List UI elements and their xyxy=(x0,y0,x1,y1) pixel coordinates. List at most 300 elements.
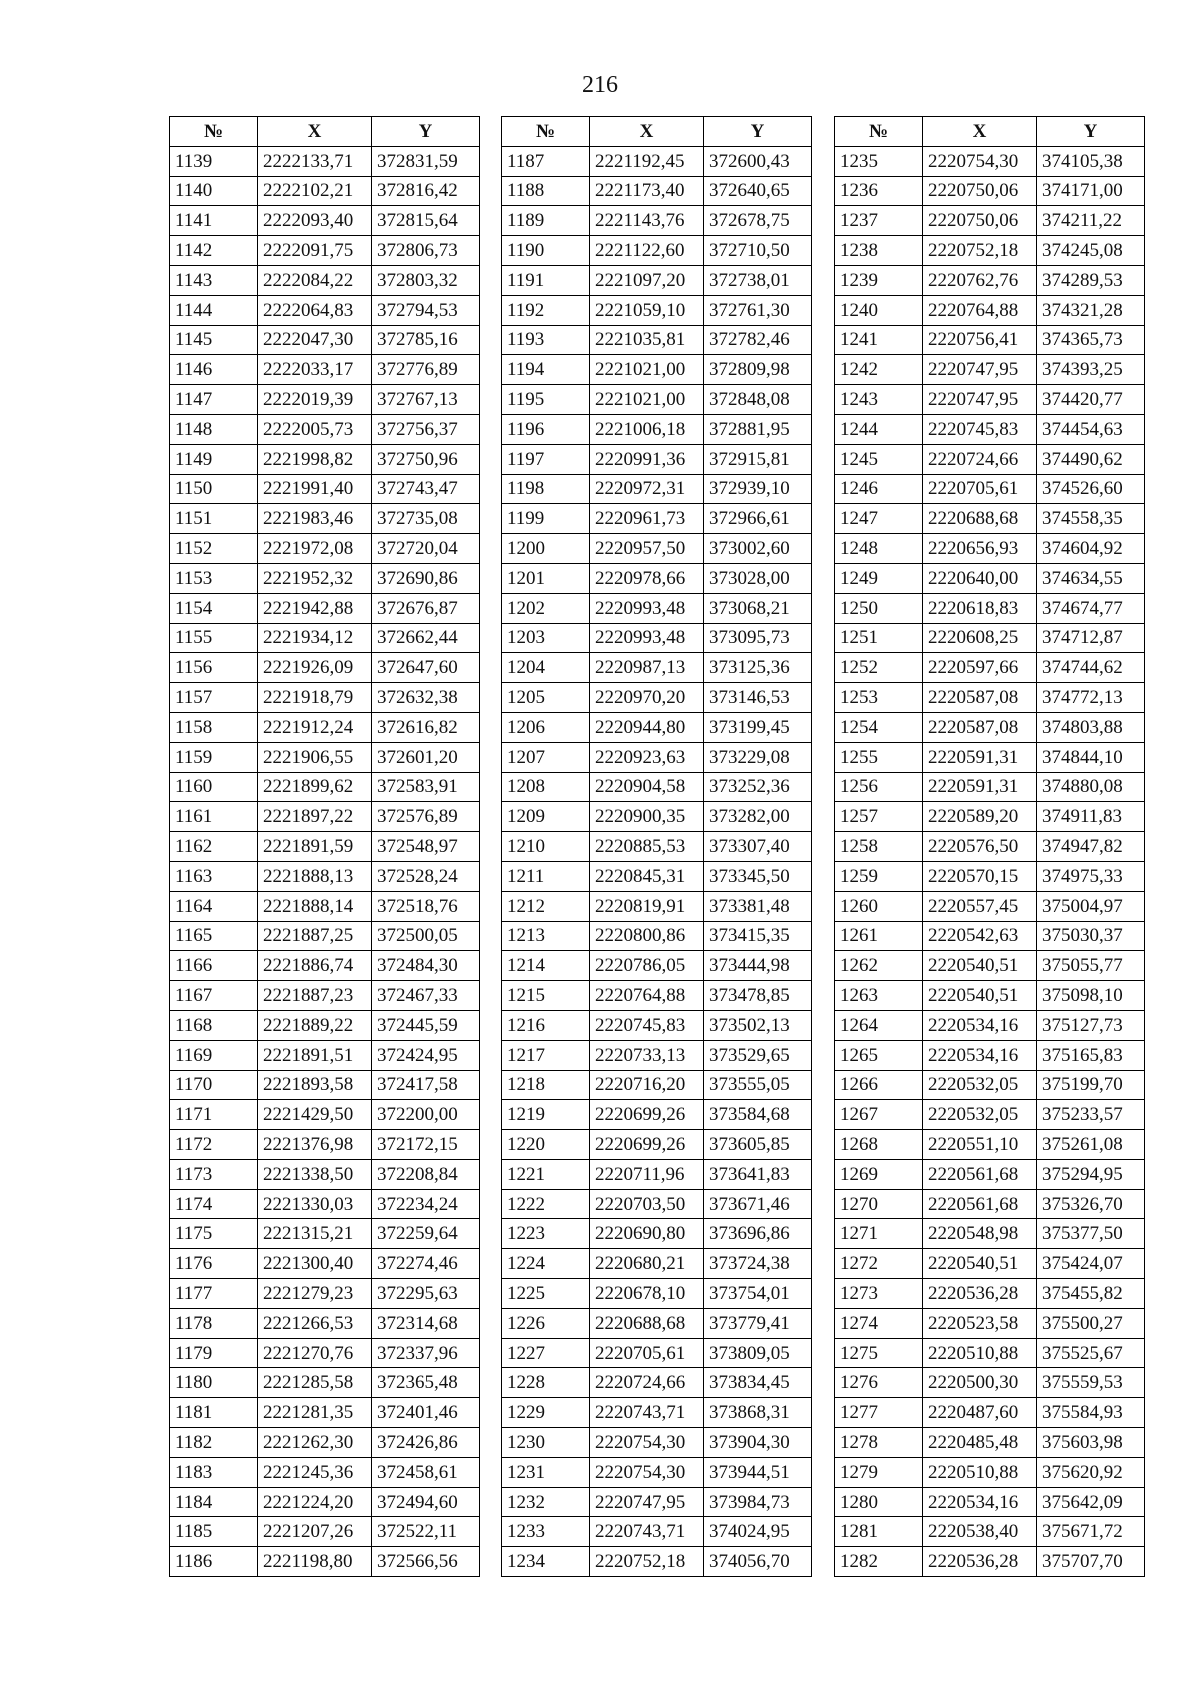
x-coordinate-cell: 2222005,73 xyxy=(258,414,372,444)
point-number-cell: 1237 xyxy=(835,206,923,236)
point-number-cell: 1220 xyxy=(502,1130,590,1160)
x-coordinate-cell: 2221887,25 xyxy=(258,921,372,951)
table-row xyxy=(170,206,480,236)
point-number-cell: 1141 xyxy=(170,206,258,236)
x-coordinate-cell: 2221983,46 xyxy=(258,504,372,534)
table-row xyxy=(835,236,1145,266)
point-number-cell: 1254 xyxy=(835,712,923,742)
point-number-cell: 1206 xyxy=(502,712,590,742)
x-coordinate-cell: 2220540,51 xyxy=(923,951,1037,981)
table-row xyxy=(502,1219,812,1249)
point-number-cell: 1257 xyxy=(835,802,923,832)
y-coordinate-cell: 373002,60 xyxy=(704,534,812,564)
x-coordinate-cell: 2220750,06 xyxy=(923,176,1037,206)
y-coordinate-cell: 372806,73 xyxy=(372,236,480,266)
point-number-cell: 1241 xyxy=(835,325,923,355)
table-row xyxy=(502,1070,812,1100)
point-number-cell: 1176 xyxy=(170,1249,258,1279)
point-number-cell: 1282 xyxy=(835,1547,923,1577)
y-coordinate-cell: 373095,73 xyxy=(704,623,812,653)
x-coordinate-cell: 2220510,88 xyxy=(923,1338,1037,1368)
table-row xyxy=(502,1040,812,1070)
y-coordinate-cell: 374490,62 xyxy=(1037,444,1145,474)
table-row xyxy=(502,563,812,593)
point-number-cell: 1194 xyxy=(502,355,590,385)
table-row xyxy=(170,1368,480,1398)
x-coordinate-cell: 2220561,68 xyxy=(923,1189,1037,1219)
y-coordinate-cell: 373282,00 xyxy=(704,802,812,832)
x-coordinate-cell: 2220900,35 xyxy=(590,802,704,832)
y-coordinate-cell: 375559,53 xyxy=(1037,1368,1145,1398)
table-row xyxy=(502,1189,812,1219)
x-coordinate-cell: 2220743,71 xyxy=(590,1398,704,1428)
point-number-cell: 1171 xyxy=(170,1100,258,1130)
point-number-cell: 1164 xyxy=(170,891,258,921)
point-number-cell: 1258 xyxy=(835,832,923,862)
y-coordinate-cell: 372848,08 xyxy=(704,385,812,415)
table-row xyxy=(835,593,1145,623)
table-row xyxy=(170,802,480,832)
point-number-cell: 1142 xyxy=(170,236,258,266)
y-coordinate-cell: 373345,50 xyxy=(704,861,812,891)
x-coordinate-cell: 2222047,30 xyxy=(258,325,372,355)
y-coordinate-cell: 373415,35 xyxy=(704,921,812,951)
x-coordinate-cell: 2220747,95 xyxy=(923,355,1037,385)
x-coordinate-cell: 2220540,51 xyxy=(923,981,1037,1011)
x-coordinate-cell: 2222091,75 xyxy=(258,236,372,266)
x-coordinate-cell: 2220487,60 xyxy=(923,1398,1037,1428)
table-row xyxy=(835,1308,1145,1338)
point-number-cell: 1147 xyxy=(170,385,258,415)
y-coordinate-cell: 372445,59 xyxy=(372,1010,480,1040)
table-row xyxy=(835,802,1145,832)
point-number-cell: 1183 xyxy=(170,1457,258,1487)
point-number-cell: 1216 xyxy=(502,1010,590,1040)
point-number-cell: 1263 xyxy=(835,981,923,1011)
y-coordinate-cell: 373904,30 xyxy=(704,1428,812,1458)
x-coordinate-cell: 2220786,05 xyxy=(590,951,704,981)
x-coordinate-cell: 2221059,10 xyxy=(590,295,704,325)
y-coordinate-cell: 375004,97 xyxy=(1037,891,1145,921)
x-coordinate-cell: 2220764,88 xyxy=(590,981,704,1011)
table-row xyxy=(835,742,1145,772)
x-coordinate-cell: 2220532,05 xyxy=(923,1100,1037,1130)
point-number-cell: 1281 xyxy=(835,1517,923,1547)
y-coordinate-cell: 374772,13 xyxy=(1037,683,1145,713)
table-row xyxy=(502,474,812,504)
y-coordinate-cell: 372417,58 xyxy=(372,1070,480,1100)
x-coordinate-cell: 2220745,83 xyxy=(923,414,1037,444)
point-number-cell: 1167 xyxy=(170,981,258,1011)
x-coordinate-cell: 2222102,21 xyxy=(258,176,372,206)
point-number-cell: 1189 xyxy=(502,206,590,236)
point-number-cell: 1179 xyxy=(170,1338,258,1368)
y-coordinate-cell: 373671,46 xyxy=(704,1189,812,1219)
table-row xyxy=(502,891,812,921)
x-coordinate-cell: 2220747,95 xyxy=(923,385,1037,415)
x-coordinate-cell: 2220845,31 xyxy=(590,861,704,891)
y-coordinate-cell: 373984,73 xyxy=(704,1487,812,1517)
y-coordinate-cell: 372458,61 xyxy=(372,1457,480,1487)
x-coordinate-cell: 2221300,40 xyxy=(258,1249,372,1279)
table-row xyxy=(835,176,1145,206)
x-coordinate-cell: 2220724,66 xyxy=(923,444,1037,474)
point-number-cell: 1234 xyxy=(502,1547,590,1577)
x-coordinate-cell: 2222033,17 xyxy=(258,355,372,385)
table-row xyxy=(835,1040,1145,1070)
table-row xyxy=(170,563,480,593)
point-number-cell: 1163 xyxy=(170,861,258,891)
y-coordinate-cell: 372632,38 xyxy=(372,683,480,713)
x-coordinate-cell: 2221891,59 xyxy=(258,832,372,862)
y-coordinate-cell: 372782,46 xyxy=(704,325,812,355)
x-coordinate-cell: 2220923,63 xyxy=(590,742,704,772)
point-number-cell: 1177 xyxy=(170,1279,258,1309)
table-row xyxy=(170,504,480,534)
point-number-cell: 1270 xyxy=(835,1189,923,1219)
y-coordinate-cell: 372756,37 xyxy=(372,414,480,444)
y-coordinate-cell: 372518,76 xyxy=(372,891,480,921)
point-number-cell: 1277 xyxy=(835,1398,923,1428)
point-number-cell: 1208 xyxy=(502,772,590,802)
point-number-cell: 1232 xyxy=(502,1487,590,1517)
table-row xyxy=(170,1517,480,1547)
y-coordinate-cell: 375377,50 xyxy=(1037,1219,1145,1249)
y-coordinate-cell: 373502,13 xyxy=(704,1010,812,1040)
table-row xyxy=(835,146,1145,176)
y-coordinate-cell: 372785,16 xyxy=(372,325,480,355)
point-number-cell: 1265 xyxy=(835,1040,923,1070)
point-number-cell: 1158 xyxy=(170,712,258,742)
table-row xyxy=(835,1130,1145,1160)
table-row xyxy=(835,712,1145,742)
x-coordinate-cell: 2221270,76 xyxy=(258,1338,372,1368)
point-number-cell: 1203 xyxy=(502,623,590,653)
table-row xyxy=(502,355,812,385)
table-row xyxy=(502,1517,812,1547)
table-row xyxy=(170,1130,480,1160)
table-row xyxy=(170,474,480,504)
table-row xyxy=(835,1159,1145,1189)
y-coordinate-cell: 375030,37 xyxy=(1037,921,1145,951)
table-row xyxy=(835,1457,1145,1487)
table-row xyxy=(502,623,812,653)
point-number-cell: 1250 xyxy=(835,593,923,623)
y-coordinate-cell: 374321,28 xyxy=(1037,295,1145,325)
x-coordinate-cell: 2220576,50 xyxy=(923,832,1037,862)
point-number-cell: 1240 xyxy=(835,295,923,325)
x-coordinate-cell: 2220800,86 xyxy=(590,921,704,951)
point-number-cell: 1235 xyxy=(835,146,923,176)
x-coordinate-cell: 2221897,22 xyxy=(258,802,372,832)
point-number-cell: 1273 xyxy=(835,1279,923,1309)
point-number-cell: 1140 xyxy=(170,176,258,206)
table-row xyxy=(502,861,812,891)
y-coordinate-cell: 372274,46 xyxy=(372,1249,480,1279)
x-coordinate-cell: 2221262,30 xyxy=(258,1428,372,1458)
table-row xyxy=(835,1368,1145,1398)
point-number-cell: 1244 xyxy=(835,414,923,444)
point-number-cell: 1159 xyxy=(170,742,258,772)
x-coordinate-cell: 2221998,82 xyxy=(258,444,372,474)
y-coordinate-cell: 373779,41 xyxy=(704,1308,812,1338)
y-coordinate-cell: 372640,65 xyxy=(704,176,812,206)
x-coordinate-cell: 2221245,36 xyxy=(258,1457,372,1487)
point-number-cell: 1227 xyxy=(502,1338,590,1368)
y-coordinate-cell: 372776,89 xyxy=(372,355,480,385)
table-row xyxy=(835,444,1145,474)
x-coordinate-cell: 2220993,48 xyxy=(590,623,704,653)
point-number-cell: 1210 xyxy=(502,832,590,862)
y-coordinate-cell: 373252,36 xyxy=(704,772,812,802)
x-coordinate-cell: 2220724,66 xyxy=(590,1368,704,1398)
x-coordinate-cell: 2222019,39 xyxy=(258,385,372,415)
x-coordinate-cell: 2220885,53 xyxy=(590,832,704,862)
y-coordinate-cell: 372750,96 xyxy=(372,444,480,474)
y-coordinate-cell: 372794,53 xyxy=(372,295,480,325)
y-coordinate-cell: 372234,24 xyxy=(372,1189,480,1219)
point-number-cell: 1188 xyxy=(502,176,590,206)
table-row xyxy=(170,385,480,415)
point-number-cell: 1191 xyxy=(502,265,590,295)
table-row xyxy=(502,1159,812,1189)
table-row xyxy=(170,1249,480,1279)
point-number-cell: 1253 xyxy=(835,683,923,713)
table-row xyxy=(835,1010,1145,1040)
table-row xyxy=(835,355,1145,385)
x-coordinate-cell: 2220961,73 xyxy=(590,504,704,534)
y-coordinate-cell: 373478,85 xyxy=(704,981,812,1011)
y-coordinate-cell: 372816,42 xyxy=(372,176,480,206)
table-row xyxy=(835,921,1145,951)
x-coordinate-cell: 2221224,20 xyxy=(258,1487,372,1517)
coordinates-table-2 xyxy=(501,116,812,1577)
table-row xyxy=(835,1279,1145,1309)
table-header-row xyxy=(170,117,480,147)
y-coordinate-cell: 372426,86 xyxy=(372,1428,480,1458)
point-number-cell: 1225 xyxy=(502,1279,590,1309)
x-coordinate-cell: 2222064,83 xyxy=(258,295,372,325)
y-coordinate-cell: 375127,73 xyxy=(1037,1010,1145,1040)
x-coordinate-cell: 2220745,83 xyxy=(590,1010,704,1040)
y-coordinate-cell: 375055,77 xyxy=(1037,951,1145,981)
x-coordinate-cell: 2220485,48 xyxy=(923,1428,1037,1458)
table-row xyxy=(835,414,1145,444)
y-coordinate-cell: 374604,92 xyxy=(1037,534,1145,564)
x-coordinate-cell: 2220523,58 xyxy=(923,1308,1037,1338)
y-coordinate-cell: 372647,60 xyxy=(372,653,480,683)
y-coordinate-cell: 375326,70 xyxy=(1037,1189,1145,1219)
table-row xyxy=(502,534,812,564)
y-coordinate-cell: 372601,20 xyxy=(372,742,480,772)
point-number-cell: 1174 xyxy=(170,1189,258,1219)
y-coordinate-cell: 372831,59 xyxy=(372,146,480,176)
table-row xyxy=(170,951,480,981)
y-coordinate-cell: 372467,33 xyxy=(372,981,480,1011)
table-row xyxy=(502,1368,812,1398)
point-number-cell: 1157 xyxy=(170,683,258,713)
table-row xyxy=(835,385,1145,415)
table-row xyxy=(835,861,1145,891)
y-coordinate-cell: 372676,87 xyxy=(372,593,480,623)
x-coordinate-cell: 2221279,23 xyxy=(258,1279,372,1309)
y-coordinate-cell: 374245,08 xyxy=(1037,236,1145,266)
x-coordinate-cell: 2220561,68 xyxy=(923,1159,1037,1189)
y-coordinate-cell: 372522,11 xyxy=(372,1517,480,1547)
x-coordinate-cell: 2220680,21 xyxy=(590,1249,704,1279)
y-coordinate-cell: 372767,13 xyxy=(372,385,480,415)
x-coordinate-cell: 2221429,50 xyxy=(258,1100,372,1130)
point-number-cell: 1267 xyxy=(835,1100,923,1130)
y-coordinate-cell: 373944,51 xyxy=(704,1457,812,1487)
x-coordinate-cell: 2220688,68 xyxy=(923,504,1037,534)
point-number-cell: 1221 xyxy=(502,1159,590,1189)
table-row xyxy=(502,176,812,206)
y-coordinate-cell: 375620,92 xyxy=(1037,1457,1145,1487)
table-row xyxy=(502,236,812,266)
point-number-cell: 1204 xyxy=(502,653,590,683)
table-row xyxy=(170,1040,480,1070)
point-number-cell: 1185 xyxy=(170,1517,258,1547)
point-number-cell: 1223 xyxy=(502,1219,590,1249)
y-coordinate-cell: 373834,45 xyxy=(704,1368,812,1398)
x-coordinate-cell: 2220532,05 xyxy=(923,1070,1037,1100)
y-coordinate-cell: 372337,96 xyxy=(372,1338,480,1368)
x-coordinate-cell: 2221281,35 xyxy=(258,1398,372,1428)
x-coordinate-cell: 2221912,24 xyxy=(258,712,372,742)
x-coordinate-cell: 2220551,10 xyxy=(923,1130,1037,1160)
table-row xyxy=(170,832,480,862)
x-coordinate-cell: 2221285,58 xyxy=(258,1368,372,1398)
y-coordinate-cell: 372809,98 xyxy=(704,355,812,385)
y-coordinate-cell: 372314,68 xyxy=(372,1308,480,1338)
y-coordinate-cell: 374744,62 xyxy=(1037,653,1145,683)
table-row xyxy=(835,534,1145,564)
table-row xyxy=(502,832,812,862)
x-coordinate-cell: 2220993,48 xyxy=(590,593,704,623)
y-coordinate-cell: 375294,95 xyxy=(1037,1159,1145,1189)
x-coordinate-cell: 2220656,93 xyxy=(923,534,1037,564)
x-coordinate-cell: 2221315,21 xyxy=(258,1219,372,1249)
y-coordinate-cell: 372494,60 xyxy=(372,1487,480,1517)
table-row xyxy=(170,981,480,1011)
table-row xyxy=(170,1428,480,1458)
column-header-x: X xyxy=(590,117,704,147)
table-row xyxy=(502,1279,812,1309)
table-row xyxy=(502,1487,812,1517)
x-coordinate-cell: 2220705,61 xyxy=(590,1338,704,1368)
x-coordinate-cell: 2220699,26 xyxy=(590,1130,704,1160)
table-row xyxy=(502,444,812,474)
point-number-cell: 1201 xyxy=(502,563,590,593)
table-row xyxy=(170,1189,480,1219)
table-row xyxy=(502,504,812,534)
table-header-row xyxy=(502,117,812,147)
x-coordinate-cell: 2221888,13 xyxy=(258,861,372,891)
x-coordinate-cell: 2221122,60 xyxy=(590,236,704,266)
point-number-cell: 1271 xyxy=(835,1219,923,1249)
x-coordinate-cell: 2220534,16 xyxy=(923,1040,1037,1070)
table-row xyxy=(835,295,1145,325)
y-coordinate-cell: 372735,08 xyxy=(372,504,480,534)
x-coordinate-cell: 2220750,06 xyxy=(923,206,1037,236)
point-number-cell: 1280 xyxy=(835,1487,923,1517)
point-number-cell: 1252 xyxy=(835,653,923,683)
y-coordinate-cell: 372566,56 xyxy=(372,1547,480,1577)
point-number-cell: 1245 xyxy=(835,444,923,474)
table-row xyxy=(170,921,480,951)
point-number-cell: 1251 xyxy=(835,623,923,653)
point-number-cell: 1275 xyxy=(835,1338,923,1368)
point-number-cell: 1262 xyxy=(835,951,923,981)
y-coordinate-cell: 373809,05 xyxy=(704,1338,812,1368)
y-coordinate-cell: 373754,01 xyxy=(704,1279,812,1309)
table-row xyxy=(502,921,812,951)
table-row xyxy=(170,1547,480,1577)
point-number-cell: 1214 xyxy=(502,951,590,981)
table-row xyxy=(502,653,812,683)
point-number-cell: 1213 xyxy=(502,921,590,951)
coordinates-table-1 xyxy=(169,116,480,1577)
x-coordinate-cell: 2220716,20 xyxy=(590,1070,704,1100)
x-coordinate-cell: 2220678,10 xyxy=(590,1279,704,1309)
table-row xyxy=(170,534,480,564)
point-number-cell: 1146 xyxy=(170,355,258,385)
x-coordinate-cell: 2220762,76 xyxy=(923,265,1037,295)
point-number-cell: 1259 xyxy=(835,861,923,891)
table-row xyxy=(502,385,812,415)
y-coordinate-cell: 373555,05 xyxy=(704,1070,812,1100)
table-row xyxy=(835,1338,1145,1368)
table-row xyxy=(170,265,480,295)
point-number-cell: 1151 xyxy=(170,504,258,534)
point-number-cell: 1168 xyxy=(170,1010,258,1040)
point-number-cell: 1166 xyxy=(170,951,258,981)
y-coordinate-cell: 372743,47 xyxy=(372,474,480,504)
y-coordinate-cell: 372500,05 xyxy=(372,921,480,951)
y-coordinate-cell: 373529,65 xyxy=(704,1040,812,1070)
table-row xyxy=(835,1219,1145,1249)
y-coordinate-cell: 375500,27 xyxy=(1037,1308,1145,1338)
table-row xyxy=(835,1070,1145,1100)
point-number-cell: 1152 xyxy=(170,534,258,564)
y-coordinate-cell: 374712,87 xyxy=(1037,623,1145,653)
point-number-cell: 1144 xyxy=(170,295,258,325)
point-number-cell: 1238 xyxy=(835,236,923,266)
column-header-number: № xyxy=(170,117,258,147)
point-number-cell: 1236 xyxy=(835,176,923,206)
x-coordinate-cell: 2220536,28 xyxy=(923,1279,1037,1309)
point-number-cell: 1266 xyxy=(835,1070,923,1100)
point-number-cell: 1211 xyxy=(502,861,590,891)
table-row xyxy=(170,146,480,176)
x-coordinate-cell: 2220699,26 xyxy=(590,1100,704,1130)
table-row xyxy=(170,772,480,802)
y-coordinate-cell: 374289,53 xyxy=(1037,265,1145,295)
y-coordinate-cell: 374880,08 xyxy=(1037,772,1145,802)
y-coordinate-cell: 374975,33 xyxy=(1037,861,1145,891)
table-row xyxy=(502,981,812,1011)
x-coordinate-cell: 2221942,88 xyxy=(258,593,372,623)
table-row xyxy=(835,563,1145,593)
x-coordinate-cell: 2220991,36 xyxy=(590,444,704,474)
y-coordinate-cell: 372815,64 xyxy=(372,206,480,236)
y-coordinate-cell: 373724,38 xyxy=(704,1249,812,1279)
x-coordinate-cell: 2220754,30 xyxy=(590,1457,704,1487)
point-number-cell: 1228 xyxy=(502,1368,590,1398)
point-number-cell: 1205 xyxy=(502,683,590,713)
x-coordinate-cell: 2221886,74 xyxy=(258,951,372,981)
